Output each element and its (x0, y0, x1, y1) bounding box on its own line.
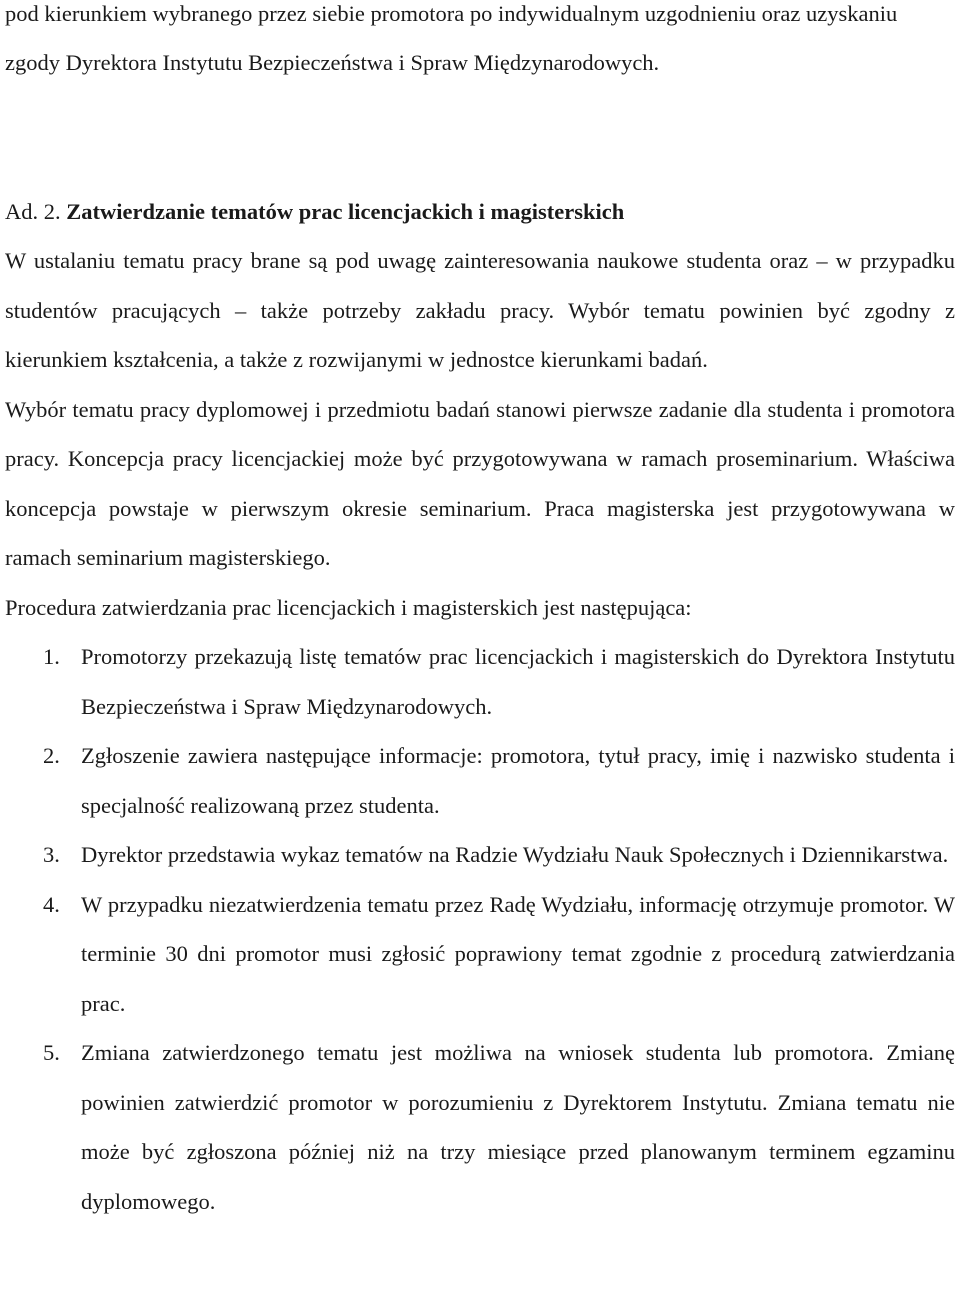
list-item (5, 632, 955, 731)
list-item-number: 5. (43, 1040, 60, 1065)
section-heading (5, 187, 955, 236)
section-title: Zatwierdzanie tematów prac licencjackich i magisterskich (66, 199, 625, 224)
procedure-list (5, 632, 955, 1226)
list-item (5, 830, 955, 880)
section-number: Ad. 2. (5, 199, 61, 224)
paragraph-topic-choice: Wybór tematu pracy dyplomowej i przedmiotu badań stanowi pierwsze zadanie dla studenta i promotora pracy. Koncepcja pracy licencjackiej może być przygotowywana w ramach proseminarium. Właściwa koncepcja powstaje w pierwszym okresie seminarium. Praca magisterska jest przygotowywana w ramach seminarium magisterskiego. (5, 396, 955, 570)
list-item-number: 2. (43, 743, 60, 768)
list-item-number: 4. (43, 891, 60, 917)
paragraph-procedure-intro: Procedura zatwierdzania prac licencjackich i magisterskich jest następująca: (5, 594, 692, 620)
intro-paragraph: pod kierunkiem wybranego przez siebie promotora po indywidualnym uzgodnieniu oraz uzyskaniu zgody Dyrektora Instytutu Bezpieczeństwa i Spraw Międzynarodowych. (5, 1, 898, 75)
list-item-text: Zgłoszenie zawiera następujące informacje: promotora, tytuł pracy, imię i nazwisko studenta i specjalność realizowaną przez studenta. (81, 743, 955, 818)
paragraph-topic-selection: W ustalaniu tematu pracy brane są pod uwagę zainteresowania naukowe studenta oraz – w przypadku studentów pracujących – także potrzeby zakładu pracy. Wybór tematu powinien być zgodny z kierunkiem kształcenia, a także z rozwijanymi w jednostce kierunkami badań. (5, 248, 955, 372)
list-item-text: Zmiana zatwierdzonego tematu jest możliwa na wniosek studenta lub promotora. Zmianę powinien zatwierdzić promotor w porozumieniu z Dyrektorem Instytutu. Zmiana tematu nie może być zgłoszona później niż na trzy miesiące przed planowanym terminem egzaminu dyplomowego. (81, 1040, 955, 1214)
list-item-text: W przypadku niezatwierdzenia tematu przez Radę Wydziału, informację otrzymuje promotor. W terminie 30 dni promotor musi zgłosić poprawiony temat zgodnie z procedurą zatwierdzania prac. (81, 891, 955, 1016)
list-item-text: Dyrektor przedstawia wykaz tematów na Radzie Wydziału Nauk Społecznych i Dziennikarstwa. (81, 842, 949, 867)
list-item (5, 1028, 955, 1226)
list-item-number: 1. (43, 644, 60, 669)
list-item-text: Promotorzy przekazują listę tematów prac licencjackich i magisterskich do Dyrektora Instytutu Bezpieczeństwa i Spraw Międzynarodowych. (81, 644, 955, 719)
list-item (5, 731, 955, 830)
list-item-number: 3. (43, 842, 60, 867)
list-item (5, 880, 955, 1029)
